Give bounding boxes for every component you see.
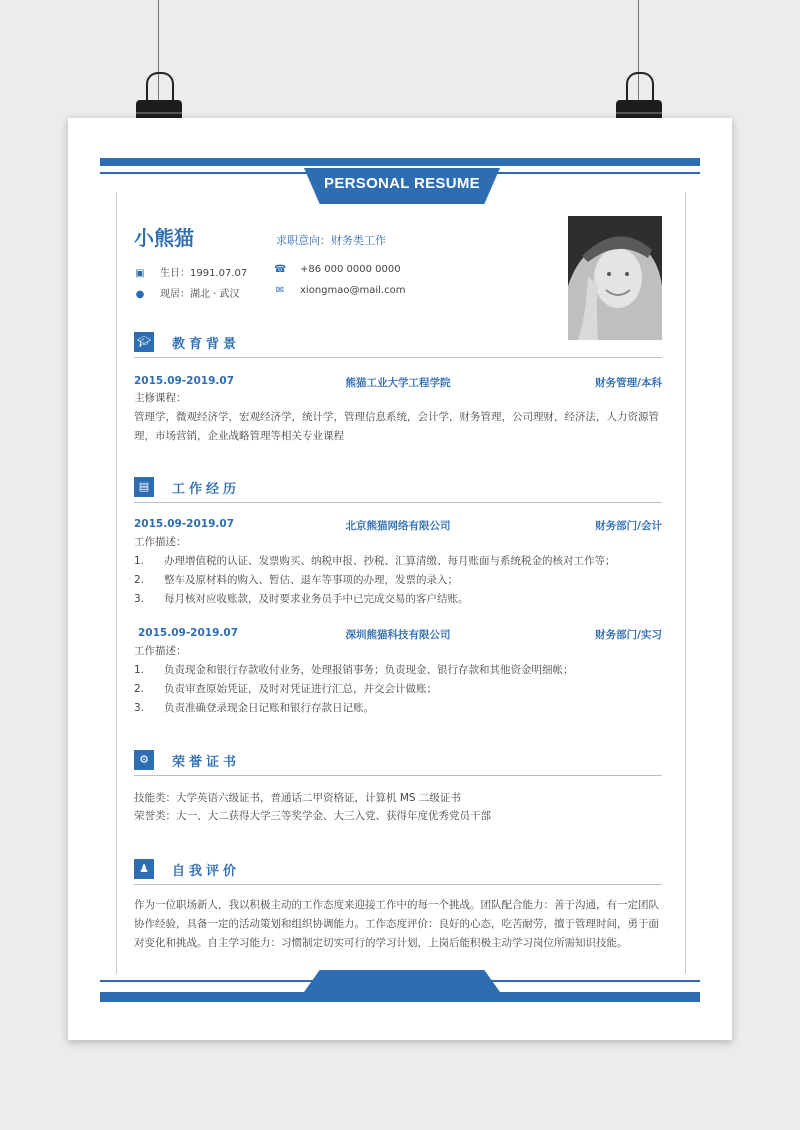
list-item: 3. 每月核对应收账款，及时要求业务员手中已完成交易的客户结账。 — [134, 593, 469, 605]
section-education-header — [134, 330, 662, 356]
list-item: 3. 负责准确登录现金日记账和银行存款日记账。 — [134, 702, 374, 714]
section-honors-header — [134, 748, 662, 774]
education-school: 熊猫工业大学工程学院 — [345, 377, 451, 389]
gear-icon: ⚙ — [134, 750, 154, 770]
section-divider — [134, 357, 662, 358]
section-title: 自我评价 — [172, 864, 241, 879]
calendar-icon: ▣ — [135, 268, 145, 279]
briefcase-icon: ▤ — [134, 477, 154, 497]
phone-info — [274, 264, 401, 275]
desc-label: 工作描述： — [134, 645, 187, 657]
list-item-text: 每月核对应收账款，及时要求业务员手中已完成交易的客户结账。 — [164, 593, 469, 605]
profile-photo — [568, 216, 662, 340]
birth-text: 生日：1991.07.07 — [160, 268, 248, 279]
portrait-image — [568, 216, 662, 340]
header-bar — [100, 158, 700, 166]
person-name: 小熊猫 — [134, 226, 194, 250]
desc-label: 工作描述： — [134, 536, 187, 548]
job-role: 财务部门/实习 — [595, 629, 662, 641]
section-divider — [134, 775, 662, 776]
phone-text: +86 000 0000 0000 — [300, 264, 401, 275]
list-item-text: 整车及原材料的购入、暂估、退车等事项的办理，发票的录入； — [164, 574, 458, 586]
section-divider — [134, 502, 662, 503]
education-date: 2015.09-2019.07 — [134, 375, 235, 387]
job-company: 北京熊猫网络有限公司 — [345, 520, 451, 532]
job-company: 深圳熊猫科技有限公司 — [345, 629, 451, 641]
self-eval-text: 作为一位职场新人，我以积极主动的工作态度来迎接工作中的每一个挑战。团队配合能力：善于沟通，有一定团队协作经验，具备一定的活动策划和组织协调能力。工作态度评价：良好的心态，吃苦耐劳，擅于管理时间，勇于面对变化和挑战。自主学习能力：习惯制定切实可行的学习计划，上岗后能积极主动学习岗位所需知识技能。 — [134, 899, 659, 949]
email-info — [274, 285, 405, 296]
list-item: 2. 整车及原材料的购入、暂估、退车等事项的办理，发票的录入； — [134, 574, 458, 586]
section-work-header — [134, 475, 662, 501]
list-item: 2. 负责审查原始凭证，及时对凭证进行汇总，并交会计做账； — [134, 683, 437, 695]
job-intent: 求职意向：财务类工作 — [276, 234, 386, 247]
graduation-cap-icon: 🎓︎ — [134, 332, 154, 352]
list-item-text: 办理增值税的认证、发票购买、纳税申报、抄税、汇算清缴、每月账面与系统税金的核对工作等； — [164, 555, 616, 567]
job-role: 财务部门/会计 — [595, 520, 662, 532]
list-item: 1. 负责现金和银行存款收付业务，处理报销事务；负责现金、银行存款和其他资金明细帐； — [134, 664, 574, 676]
job-description — [134, 642, 664, 718]
list-item-text: 负责准确登录现金日记账和银行存款日记账。 — [164, 702, 374, 714]
section-self-eval-header — [134, 857, 662, 883]
location-info — [134, 285, 240, 300]
list-item-text: 负责审查原始凭证，及时对凭证进行汇总，并交会计做账； — [164, 683, 437, 695]
course-label: 主修课程： — [134, 392, 187, 404]
resume-title: PERSONAL RESUME — [324, 175, 480, 192]
honors-awards: 荣誉类：大一、大二获得大学三等奖学金、大三入党、获得年度优秀党员干部 — [134, 810, 491, 822]
education-major: 财务管理/本科 — [595, 377, 662, 389]
birth-info — [134, 264, 247, 279]
section-title: 工作经历 — [172, 482, 241, 497]
honors-skills: 技能类：大学英语六级证书，普通话二甲资格证，计算机 MS 二级证书 — [134, 792, 461, 804]
footer-bar — [100, 992, 700, 1002]
location-pin-icon: ● — [135, 289, 145, 300]
email-text: xiongmao@mail.com — [300, 285, 406, 296]
section-title: 教育背景 — [172, 337, 241, 352]
phone-icon: ☎ — [274, 264, 287, 275]
resume-paper — [68, 118, 732, 1040]
job-date: 2015.09-2019.07 — [138, 627, 239, 639]
location-text: 现居：湖北 · 武汉 — [160, 289, 240, 300]
course-list: 管理学，微观经济学，宏观经济学，统计学，管理信息系统，会计学，财务管理，公司理财，经济法，人力资源管理，市场营销，企业战略管理等相关专业课程 — [134, 411, 659, 442]
job-date: 2015.09-2019.07 — [134, 518, 235, 530]
section-title: 荣誉证书 — [172, 755, 241, 770]
person-icon: ♟ — [134, 859, 154, 879]
footer-line — [100, 980, 700, 982]
list-item-text: 负责现金和银行存款收付业务，处理报销事务；负责现金、银行存款和其他资金明细帐； — [164, 664, 574, 676]
section-divider — [134, 884, 662, 885]
list-item: 1. 办理增值税的认证、发票购买、纳税申报、抄税、汇算清缴、每月账面与系统税金的核对工作等； — [134, 555, 616, 567]
job-description — [134, 533, 664, 609]
email-icon: ✉ — [275, 285, 285, 296]
